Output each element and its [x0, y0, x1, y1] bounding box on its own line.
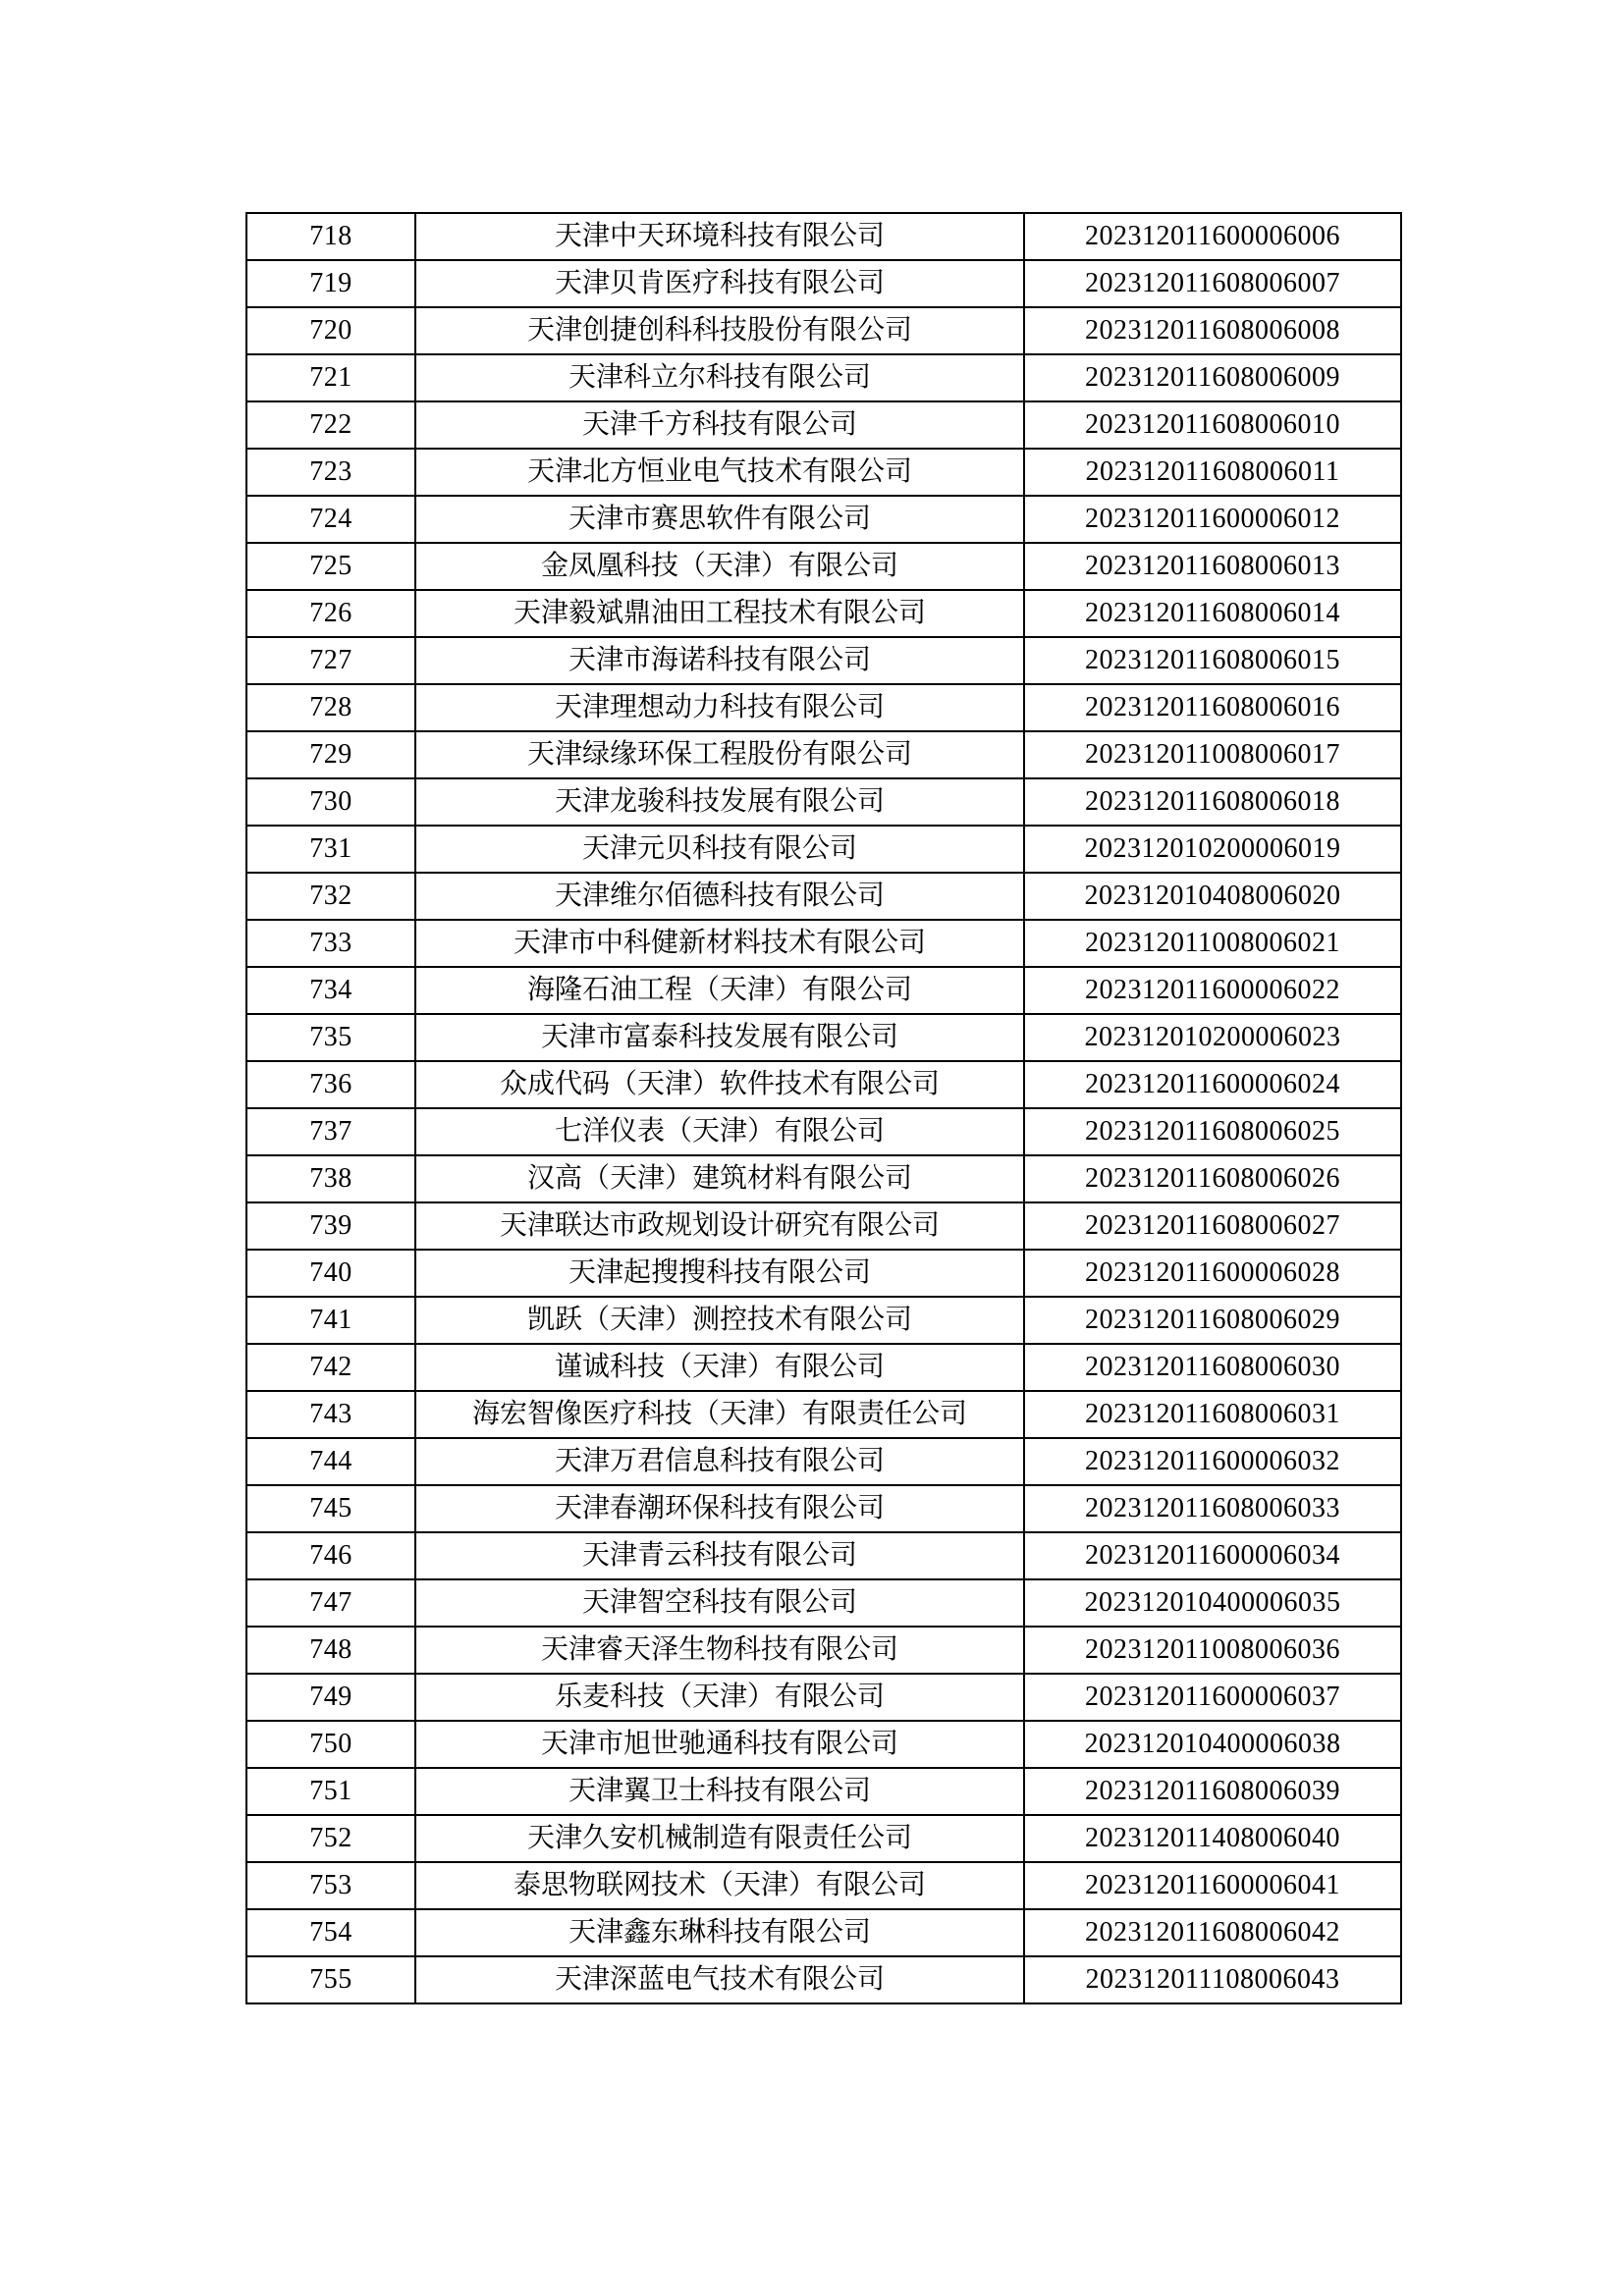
table-row [246, 1579, 1401, 1627]
registration-code-cell: 202312011600006006 [1024, 213, 1401, 260]
registration-code-cell: 202312011608006010 [1024, 401, 1401, 449]
company-name-cell: 天津万君信息科技有限公司 [415, 1438, 1024, 1485]
table-row [246, 1532, 1401, 1579]
table-row [246, 1061, 1401, 1108]
company-name-cell: 天津千方科技有限公司 [415, 401, 1024, 449]
registration-code-cell: 202312011600006028 [1024, 1250, 1401, 1297]
registration-code-cell: 202312011600006032 [1024, 1438, 1401, 1485]
registration-code-cell: 202312010200006023 [1024, 1014, 1401, 1061]
registration-code-cell: 202312011608006018 [1024, 778, 1401, 826]
company-name-cell: 天津市中科健新材料技术有限公司 [415, 920, 1024, 967]
table-row [246, 401, 1401, 449]
table-row [246, 778, 1401, 826]
registration-code-cell: 202312011600006037 [1024, 1674, 1401, 1721]
company-name-cell: 海宏智像医疗科技（天津）有限责任公司 [415, 1391, 1024, 1438]
registration-code-cell: 202312010400006038 [1024, 1721, 1401, 1768]
table-row [246, 1485, 1401, 1532]
row-number-cell: 755 [246, 1956, 415, 2003]
company-name-cell: 天津市富泰科技发展有限公司 [415, 1014, 1024, 1061]
row-number-cell: 746 [246, 1532, 415, 1579]
registration-code-cell: 202312011600006012 [1024, 496, 1401, 543]
registration-code-cell: 202312011608006025 [1024, 1108, 1401, 1155]
row-number-cell: 752 [246, 1815, 415, 1862]
row-number-cell: 735 [246, 1014, 415, 1061]
table-row [246, 1909, 1401, 1956]
company-name-cell: 天津青云科技有限公司 [415, 1532, 1024, 1579]
table-row [246, 1108, 1401, 1155]
company-name-cell: 乐麦科技（天津）有限公司 [415, 1674, 1024, 1721]
company-name-cell: 谨诚科技（天津）有限公司 [415, 1344, 1024, 1391]
row-number-cell: 753 [246, 1862, 415, 1909]
table-row [246, 1250, 1401, 1297]
row-number-cell: 736 [246, 1061, 415, 1108]
row-number-cell: 734 [246, 967, 415, 1014]
registration-code-cell: 202312011608006029 [1024, 1297, 1401, 1344]
company-name-cell: 天津市旭世驰通科技有限公司 [415, 1721, 1024, 1768]
company-name-cell: 天津市海诺科技有限公司 [415, 637, 1024, 684]
company-name-cell: 天津创捷创科科技股份有限公司 [415, 307, 1024, 354]
table-row [246, 873, 1401, 920]
row-number-cell: 747 [246, 1579, 415, 1627]
registration-code-cell: 202312011008006036 [1024, 1627, 1401, 1674]
registration-code-cell: 202312011608006026 [1024, 1155, 1401, 1202]
registration-code-cell: 202312011608006042 [1024, 1909, 1401, 1956]
registration-code-cell: 202312011608006011 [1024, 449, 1401, 496]
table-row [246, 1815, 1401, 1862]
table-row [246, 354, 1401, 401]
company-name-cell: 天津市赛思软件有限公司 [415, 496, 1024, 543]
table-row [246, 1344, 1401, 1391]
table-body [246, 213, 1401, 2003]
company-name-cell: 天津北方恒业电气技术有限公司 [415, 449, 1024, 496]
row-number-cell: 719 [246, 260, 415, 307]
table-row [246, 1721, 1401, 1768]
row-number-cell: 729 [246, 731, 415, 778]
registration-code-cell: 202312011608006014 [1024, 590, 1401, 637]
registration-code-cell: 202312011408006040 [1024, 1815, 1401, 1862]
registration-code-cell: 202312010200006019 [1024, 826, 1401, 873]
row-number-cell: 748 [246, 1627, 415, 1674]
registration-code-cell: 202312011600006034 [1024, 1532, 1401, 1579]
company-name-cell: 天津鑫东琳科技有限公司 [415, 1909, 1024, 1956]
registration-code-cell: 202312011608006039 [1024, 1768, 1401, 1815]
registration-code-cell: 202312011600006022 [1024, 967, 1401, 1014]
company-name-cell: 天津科立尔科技有限公司 [415, 354, 1024, 401]
company-name-cell: 天津翼卫士科技有限公司 [415, 1768, 1024, 1815]
row-number-cell: 730 [246, 778, 415, 826]
table-row [246, 637, 1401, 684]
company-name-cell: 汉高（天津）建筑材料有限公司 [415, 1155, 1024, 1202]
row-number-cell: 732 [246, 873, 415, 920]
row-number-cell: 740 [246, 1250, 415, 1297]
table-row [246, 826, 1401, 873]
table-row [246, 684, 1401, 731]
row-number-cell: 723 [246, 449, 415, 496]
registration-code-cell: 202312011608006031 [1024, 1391, 1401, 1438]
company-name-cell: 泰思物联网技术（天津）有限公司 [415, 1862, 1024, 1909]
company-name-cell: 天津深蓝电气技术有限公司 [415, 1956, 1024, 2003]
company-name-cell: 七洋仪表（天津）有限公司 [415, 1108, 1024, 1155]
row-number-cell: 718 [246, 213, 415, 260]
row-number-cell: 743 [246, 1391, 415, 1438]
table-row [246, 449, 1401, 496]
table-row [246, 1627, 1401, 1674]
company-name-cell: 天津毅斌鼎油田工程技术有限公司 [415, 590, 1024, 637]
table-row [246, 590, 1401, 637]
table-row [246, 1155, 1401, 1202]
registration-code-cell: 202312011608006013 [1024, 543, 1401, 590]
registration-code-cell: 202312011608006016 [1024, 684, 1401, 731]
row-number-cell: 722 [246, 401, 415, 449]
row-number-cell: 721 [246, 354, 415, 401]
row-number-cell: 728 [246, 684, 415, 731]
company-name-cell: 天津龙骏科技发展有限公司 [415, 778, 1024, 826]
row-number-cell: 739 [246, 1202, 415, 1250]
table-row [246, 1674, 1401, 1721]
table-row [246, 260, 1401, 307]
row-number-cell: 741 [246, 1297, 415, 1344]
company-name-cell: 天津贝肯医疗科技有限公司 [415, 260, 1024, 307]
table-row [246, 967, 1401, 1014]
registration-code-cell: 202312011608006008 [1024, 307, 1401, 354]
row-number-cell: 737 [246, 1108, 415, 1155]
registration-code-cell: 202312011008006017 [1024, 731, 1401, 778]
row-number-cell: 731 [246, 826, 415, 873]
company-name-cell: 天津理想动力科技有限公司 [415, 684, 1024, 731]
company-name-cell: 天津联达市政规划设计研究有限公司 [415, 1202, 1024, 1250]
company-name-cell: 海隆石油工程（天津）有限公司 [415, 967, 1024, 1014]
company-name-cell: 天津元贝科技有限公司 [415, 826, 1024, 873]
row-number-cell: 750 [246, 1721, 415, 1768]
registration-code-cell: 202312011608006007 [1024, 260, 1401, 307]
table-row [246, 1202, 1401, 1250]
company-name-cell: 金凤凰科技（天津）有限公司 [415, 543, 1024, 590]
table-row [246, 1862, 1401, 1909]
row-number-cell: 738 [246, 1155, 415, 1202]
table-row [246, 307, 1401, 354]
table-row [246, 920, 1401, 967]
row-number-cell: 751 [246, 1768, 415, 1815]
registration-code-cell: 202312011600006024 [1024, 1061, 1401, 1108]
row-number-cell: 724 [246, 496, 415, 543]
company-name-cell: 天津中天环境科技有限公司 [415, 213, 1024, 260]
registration-code-cell: 202312011008006021 [1024, 920, 1401, 967]
company-name-cell: 天津绿缘环保工程股份有限公司 [415, 731, 1024, 778]
registration-code-cell: 202312011600006041 [1024, 1862, 1401, 1909]
registration-code-cell: 202312011608006033 [1024, 1485, 1401, 1532]
company-name-cell: 凯跃（天津）测控技术有限公司 [415, 1297, 1024, 1344]
row-number-cell: 720 [246, 307, 415, 354]
company-name-cell: 众成代码（天津）软件技术有限公司 [415, 1061, 1024, 1108]
registration-code-cell: 202312011608006027 [1024, 1202, 1401, 1250]
table-row [246, 1438, 1401, 1485]
company-registry-table [245, 212, 1402, 2004]
registration-code-cell: 202312010400006035 [1024, 1579, 1401, 1627]
row-number-cell: 733 [246, 920, 415, 967]
company-name-cell: 天津智空科技有限公司 [415, 1579, 1024, 1627]
table-row [246, 496, 1401, 543]
company-name-cell: 天津起搜搜科技有限公司 [415, 1250, 1024, 1297]
row-number-cell: 725 [246, 543, 415, 590]
registration-code-cell: 202312011608006030 [1024, 1344, 1401, 1391]
registration-code-cell: 202312010408006020 [1024, 873, 1401, 920]
table-row [246, 543, 1401, 590]
registration-code-cell: 202312011608006009 [1024, 354, 1401, 401]
row-number-cell: 749 [246, 1674, 415, 1721]
row-number-cell: 745 [246, 1485, 415, 1532]
table-row [246, 1956, 1401, 2003]
registration-code-cell: 202312011608006015 [1024, 637, 1401, 684]
row-number-cell: 754 [246, 1909, 415, 1956]
table-row [246, 1768, 1401, 1815]
company-name-cell: 天津春潮环保科技有限公司 [415, 1485, 1024, 1532]
row-number-cell: 726 [246, 590, 415, 637]
table-row [246, 1391, 1401, 1438]
company-name-cell: 天津维尔佰德科技有限公司 [415, 873, 1024, 920]
row-number-cell: 744 [246, 1438, 415, 1485]
row-number-cell: 727 [246, 637, 415, 684]
registration-code-cell: 202312011108006043 [1024, 1956, 1401, 2003]
table-row [246, 213, 1401, 260]
company-name-cell: 天津久安机械制造有限责任公司 [415, 1815, 1024, 1862]
row-number-cell: 742 [246, 1344, 415, 1391]
company-name-cell: 天津睿天泽生物科技有限公司 [415, 1627, 1024, 1674]
table-row [246, 1297, 1401, 1344]
table-row [246, 731, 1401, 778]
table-row [246, 1014, 1401, 1061]
